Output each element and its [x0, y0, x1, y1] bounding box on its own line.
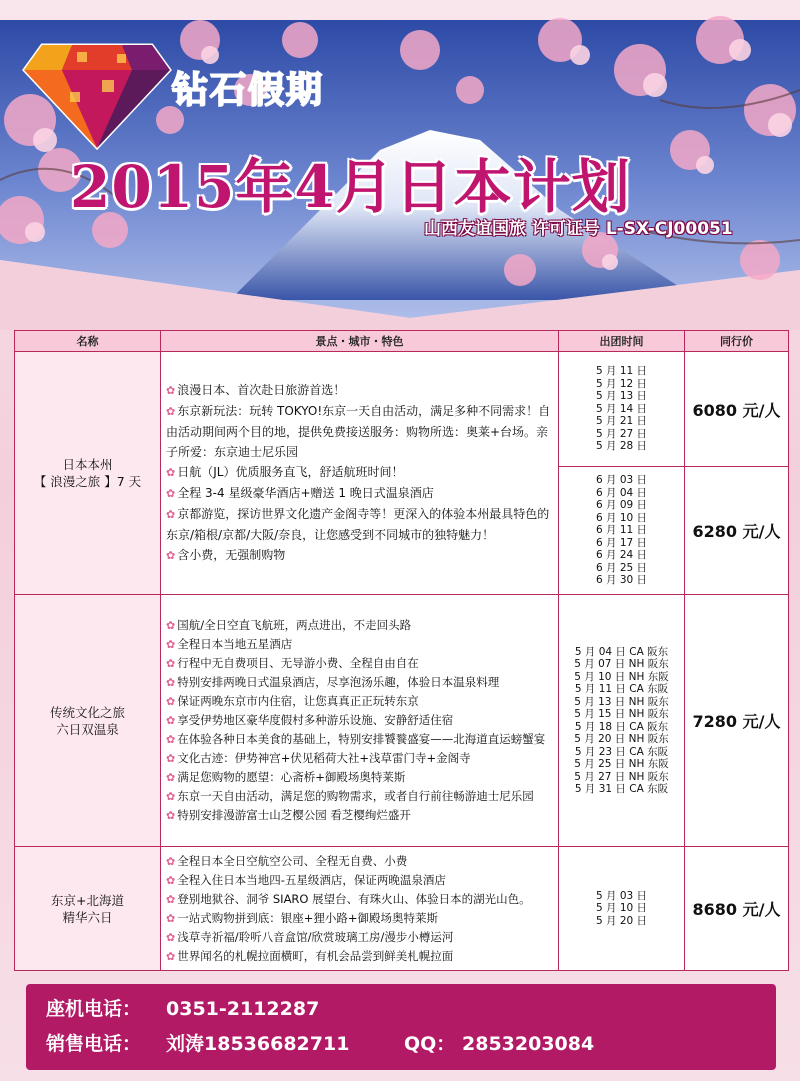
- blossom-icon: ✿: [166, 695, 176, 708]
- table-row: [15, 847, 789, 971]
- seat-phone-label: 座机电话：: [46, 998, 142, 1020]
- qq-number[interactable]: 2853203084: [462, 1033, 595, 1055]
- feature-item: ✿ 满足您购物的愿望：心斋桥+御殿场奥特莱斯: [166, 770, 406, 784]
- page-title: 2015年4月日本计划: [70, 153, 631, 221]
- feature-item: ✿ 东京新玩法：玩转 TOKYO!东京一天自由活动，满足多种不同需求！自由活动期间两个目的地，提供免费接送服务：购物所选：奥莱+台场。亲子所爱：东京迪士尼乐园: [166, 404, 551, 459]
- feature-item: ✿ 含小费，无强制购物: [166, 548, 286, 562]
- feature-item: ✿ 特别安排两晚日式温泉酒店，尽享泡汤乐趣，体验日本温泉料理: [166, 675, 500, 689]
- sales-contact[interactable]: 刘涛18536682711: [166, 1033, 350, 1055]
- blossom-icon: ✿: [166, 676, 176, 689]
- column-header-price: 同行价: [685, 331, 789, 352]
- tour-name: 东京+北海道: [51, 892, 124, 908]
- blossom-icon: ✿: [166, 384, 176, 397]
- feature-item: ✿ 享受伊势地区豪华度假村多种游乐设施、安静舒适住宿: [166, 713, 454, 727]
- blossom-icon: ✿: [166, 549, 176, 562]
- sales-phone-row: [46, 1029, 349, 1056]
- blossom-icon: ✿: [166, 892, 176, 906]
- blossom-icon: ✿: [166, 809, 176, 822]
- table-row: [15, 595, 789, 847]
- blossom-icon: ✿: [166, 657, 176, 670]
- blossom-icon: ✿: [166, 619, 176, 632]
- tour-subtitle: 精华六日: [62, 909, 113, 925]
- blossom-icon: ✿: [166, 949, 176, 963]
- qq-row: [404, 1029, 594, 1056]
- blossom-icon: ✿: [166, 911, 176, 925]
- blossom-icon: ✿: [166, 873, 176, 887]
- itinerary-table: [14, 330, 789, 971]
- table-header-row: [15, 331, 789, 352]
- feature-item: ✿ 特别安排漫游富士山芝樱公园 看芝樱绚烂盛开: [166, 808, 411, 822]
- column-header-name: 名称: [15, 331, 161, 352]
- table-row: [15, 352, 789, 467]
- header-banner: [0, 0, 800, 330]
- tour-name: 日本本州: [62, 457, 113, 472]
- diamond-logo-icon: [22, 40, 172, 150]
- qq-label: QQ：: [404, 1033, 456, 1055]
- tour-name: 传统文化之旅: [49, 704, 125, 720]
- brand-name: 钻石假期: [172, 70, 325, 111]
- feature-item: ✿ 全程入住日本当地四-五星级酒店，保证两晚温泉酒店: [166, 872, 446, 887]
- feature-item: ✿ 一站式购物拼到底：银座+狸小路+御殿场奥特莱斯: [166, 910, 438, 925]
- blossom-icon: ✿: [166, 405, 176, 418]
- contact-footer: [26, 984, 776, 1070]
- blossom-icon: ✿: [166, 487, 176, 500]
- feature-item: ✿ 浅草寺祈福/聆听八音盒馆/欣赏玻璃工房/漫步小樽运河: [166, 929, 454, 944]
- departure-dates-cell: 5 月 03 日 5 月 10 日 5 月 20 日: [559, 847, 685, 971]
- departure-dates-cell: 6 月 03 日 6 月 04 日 6 月 09 日 6 月 10 日 6 月 11 日 6 月 17 日 6 月 24 日 6 月 25 日 6 月 30 日: [559, 467, 685, 595]
- seat-phone-row: [46, 994, 319, 1021]
- agency-license: 山西友谊国旅 许可证号 L-SX-CJ00051: [424, 219, 733, 239]
- tour-features-cell: [161, 352, 559, 595]
- tour-subtitle: 【 浪漫之旅 】7 天: [33, 474, 142, 489]
- feature-item: ✿ 世界闻名的札幌拉面横町，有机会品尝到鲜美札幌拉面: [166, 948, 454, 963]
- tour-features-cell: [161, 847, 559, 971]
- blossom-icon: ✿: [166, 466, 176, 479]
- feature-item: ✿ 日航（JL）优质服务直飞，舒适航班时间！: [166, 465, 404, 479]
- tour-name-cell: [15, 595, 161, 847]
- blossom-icon: ✿: [166, 854, 176, 868]
- feature-item: ✿ 在体验各种日本美食的基础上，特别安排饕餮盛宴——北海道直运螃蟹宴: [166, 732, 546, 746]
- feature-item: ✿ 行程中无自费项目、无导游小费、全程自由自在: [166, 656, 419, 670]
- price-cell: 6080 元/人: [685, 352, 789, 467]
- tour-name-cell: [15, 352, 161, 595]
- tour-features-cell: [161, 595, 559, 847]
- blossom-icon: ✿: [166, 790, 176, 803]
- column-header-features: 景点・城市・特色: [161, 331, 559, 352]
- feature-item: ✿ 全程日本全日空航空公司、全程无自费、小费: [166, 853, 408, 868]
- column-header-dates: 出团时间: [559, 331, 685, 352]
- blossom-icon: ✿: [166, 638, 176, 651]
- price-cell: 6280 元/人: [685, 467, 789, 595]
- price-cell: 7280 元/人: [685, 595, 789, 847]
- feature-item: ✿ 全程 3-4 星级豪华酒店+赠送 1 晚日式温泉酒店: [166, 486, 434, 500]
- tour-name-cell: [15, 847, 161, 971]
- departure-dates-cell: 5 月 11 日 5 月 12 日 5 月 13 日 5 月 14 日 5 月 21 日 5 月 27 日 5 月 28 日: [559, 352, 685, 467]
- feature-item: ✿ 东京一天自由活动，满足您的购物需求，或者自行前往畅游迪士尼乐园: [166, 789, 534, 803]
- blossom-icon: ✿: [166, 508, 176, 521]
- sales-phone-label: 销售电话：: [46, 1033, 142, 1055]
- departure-dates-cell: 5 月 04 日 CA 阪东 5 月 07 日 NH 阪东 5 月 10 日 NH 东阪 5 月 11 日 CA 东阪 5 月 13 日 NH 阪东 5 月 15 日 NH 阪东 5 月 18 日 CA 阪东 5 月 20 日 NH 阪东 5 月 23 日 CA 东阪 5 月 25 日 NH 东阪 5 月 27 日 NH 阪东 5 月 31 日 CA 东阪: [559, 595, 685, 847]
- feature-item: ✿ 浪漫日本、首次赴日旅游首选！: [166, 383, 346, 397]
- feature-item: ✿ 国航/全日空直飞航班，两点进出，不走回头路: [166, 618, 412, 632]
- blossom-icon: ✿: [166, 714, 176, 727]
- feature-item: ✿ 保证两晚东京市内住宿，让您真真正正玩转东京: [166, 694, 419, 708]
- blossom-icon: ✿: [166, 752, 176, 765]
- blossom-icon: ✿: [166, 771, 176, 784]
- seat-phone-number[interactable]: 0351-2112287: [166, 998, 320, 1020]
- blossom-icon: ✿: [166, 733, 176, 746]
- feature-item: ✿ 全程日本当地五星酒店: [166, 637, 293, 651]
- feature-item: ✿ 登别地狱谷、洞爷 SIARO 展望台、有珠火山、体验日本的湖光山色。: [166, 891, 531, 906]
- feature-item: ✿ 京都游览，探访世界文化遗产金阁寺等！更深入的体验本州最具特色的东京/箱根/京都/大阪/奈良，让您感受到不同城市的独特魅力！: [166, 507, 550, 542]
- tour-subtitle: 六日双温泉: [56, 721, 119, 737]
- feature-item: ✿ 文化古迹：伊势神宫+伏见稻荷大社+浅草雷门寺+金阁寺: [166, 751, 471, 765]
- blossom-icon: ✿: [166, 930, 176, 944]
- price-cell: 8680 元/人: [685, 847, 789, 971]
